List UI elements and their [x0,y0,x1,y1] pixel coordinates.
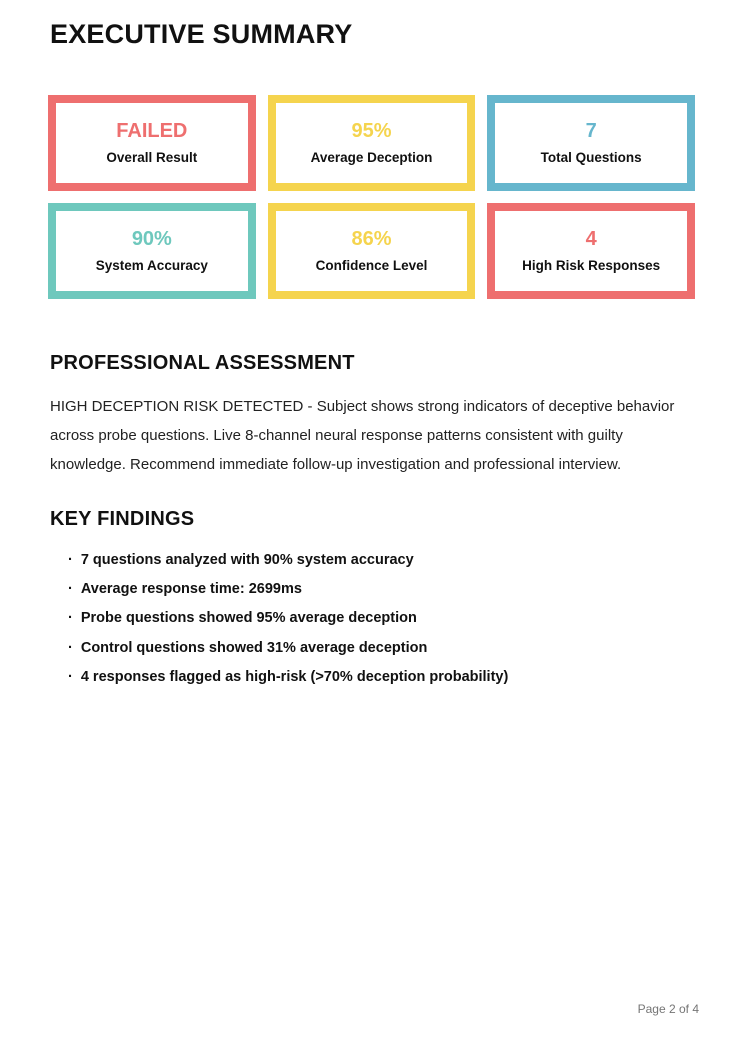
page-title: EXECUTIVE SUMMARY [50,19,353,49]
stat-value: 95% [351,119,392,142]
summary-cards-grid [48,95,695,299]
stat-value: 90% [131,227,172,250]
stat-label: Average Deception [310,149,433,165]
finding-item [68,669,695,686]
finding-text: 7 questions analyzed with 90% system accuracy [80,551,414,568]
finding-item [68,581,695,598]
stat-value: FAILED [116,119,188,142]
stat-card-high-risk-responses [487,203,695,299]
page-number: Page 2 of 4 [637,1002,699,1016]
finding-text: Average response time: 2699ms [80,581,302,598]
stat-label: Overall Result [106,149,198,165]
stat-value: 86% [351,227,392,250]
findings-heading: KEY FINDINGS [50,507,195,530]
stat-card-overall-result [48,95,256,191]
findings-list [50,552,695,687]
assessment-heading: PROFESSIONAL ASSESSMENT [50,351,355,374]
finding-text: 4 responses flagged as high-risk (>70% deception probability) [80,669,509,686]
stat-label: Total Questions [540,149,642,165]
finding-item [68,640,695,657]
stat-card-system-accuracy [48,203,256,299]
assessment-body: HIGH DECEPTION RISK DETECTED - Subject shows strong indicators of deceptive behavior across probe questions. Live 8-channel neural response patterns consistent with guilty knowledge. Recommend immediate follow-up investigation and professional interview. [50,397,675,473]
bullet-marker: · [68,669,73,686]
stat-label: Confidence Level [315,257,428,273]
stat-card-average-deception [268,95,476,191]
finding-item [68,610,695,627]
stat-card-confidence-level [268,203,476,299]
bullet-marker: · [68,551,73,568]
stat-value: 7 [585,119,597,142]
finding-text: Probe questions showed 95% average deception [80,610,417,627]
stat-label: High Risk Responses [522,257,661,273]
bullet-marker: · [68,639,73,656]
stat-label: System Accuracy [95,257,208,273]
stat-card-total-questions [487,95,695,191]
stat-value: 4 [585,227,597,250]
finding-text: Control questions showed 31% average deception [80,639,428,656]
finding-item [68,552,695,569]
bullet-marker: · [68,610,73,627]
bullet-marker: · [68,581,73,598]
